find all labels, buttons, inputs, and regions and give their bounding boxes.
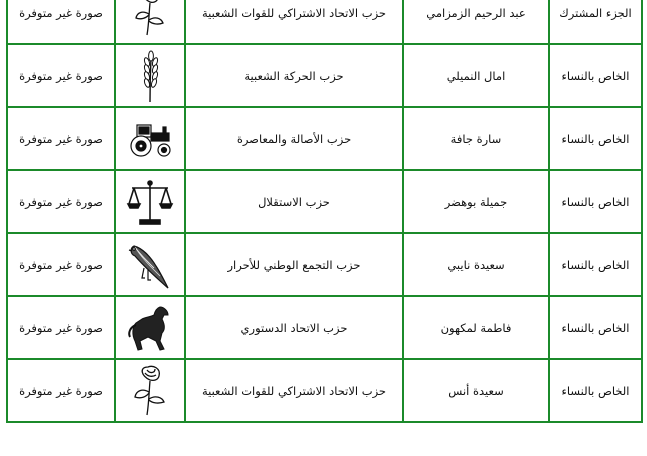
party-logo-cell (115, 44, 185, 107)
photo-status-cell: صورة غير متوفرة (7, 44, 115, 107)
candidate-name-cell: سارة جافة (403, 107, 549, 170)
candidate-name-cell: سعيدة نايبي (403, 233, 549, 296)
party-name-cell: حزب الاتحاد الدستوري (185, 296, 403, 359)
photo-status-cell: صورة غير متوفرة (7, 107, 115, 170)
list-type-cell: الخاص بالنساء (549, 44, 642, 107)
table-row (7, 107, 642, 170)
wheat-icon (135, 50, 165, 102)
party-logo-cell (115, 359, 185, 422)
photo-status-cell: صورة غير متوفرة (7, 359, 115, 422)
horse-icon (126, 303, 174, 353)
scales-icon (126, 178, 174, 226)
table-row (7, 233, 642, 296)
party-logo-cell (115, 296, 185, 359)
list-type-cell: الخاص بالنساء (549, 296, 642, 359)
photo-status-cell: صورة غير متوفرة (7, 233, 115, 296)
list-type-cell: الخاص بالنساء (549, 359, 642, 422)
candidate-name-cell: امال النميلي (403, 44, 549, 107)
party-logo-cell (115, 0, 185, 44)
photo-status-cell: صورة غير متوفرة (7, 170, 115, 233)
candidates-table-wrapper (6, 0, 643, 423)
photo-status-cell: صورة غير متوفرة (7, 0, 115, 44)
party-name-cell: حزب الاتحاد الاشتراكي للقوات الشعبية (185, 359, 403, 422)
tractor-icon (127, 119, 173, 159)
list-type-cell: الجزء المشترك (549, 0, 642, 44)
party-logo-cell (115, 107, 185, 170)
list-type-cell: الخاص بالنساء (549, 107, 642, 170)
table-row (7, 359, 642, 422)
table-row (7, 296, 642, 359)
party-name-cell: حزب الحركة الشعبية (185, 44, 403, 107)
table-row (7, 0, 642, 44)
party-name-cell: حزب التجمع الوطني للأحرار (185, 233, 403, 296)
party-name-cell: حزب الاتحاد الاشتراكي للقوات الشعبية (185, 0, 403, 44)
candidates-table (6, 0, 643, 423)
party-logo-cell (115, 170, 185, 233)
candidate-name-cell: عبد الرحيم الزمزامي (403, 0, 549, 44)
party-logo-cell (115, 233, 185, 296)
candidate-name-cell: فاطمة لمكهون (403, 296, 549, 359)
candidate-name-cell: جميلة بوهضر (403, 170, 549, 233)
rose-icon (130, 364, 170, 418)
photo-status-cell: صورة غير متوفرة (7, 296, 115, 359)
table-row (7, 44, 642, 107)
candidate-name-cell: سعيدة أنس (403, 359, 549, 422)
party-name-cell: حزب الاستقلال (185, 170, 403, 233)
table-row (7, 170, 642, 233)
party-name-cell: حزب الأصالة والمعاصرة (185, 107, 403, 170)
list-type-cell: الخاص بالنساء (549, 233, 642, 296)
list-type-cell: الخاص بالنساء (549, 170, 642, 233)
dove-icon (126, 238, 174, 292)
rose-icon (130, 0, 170, 38)
page-margin (0, 438, 647, 456)
